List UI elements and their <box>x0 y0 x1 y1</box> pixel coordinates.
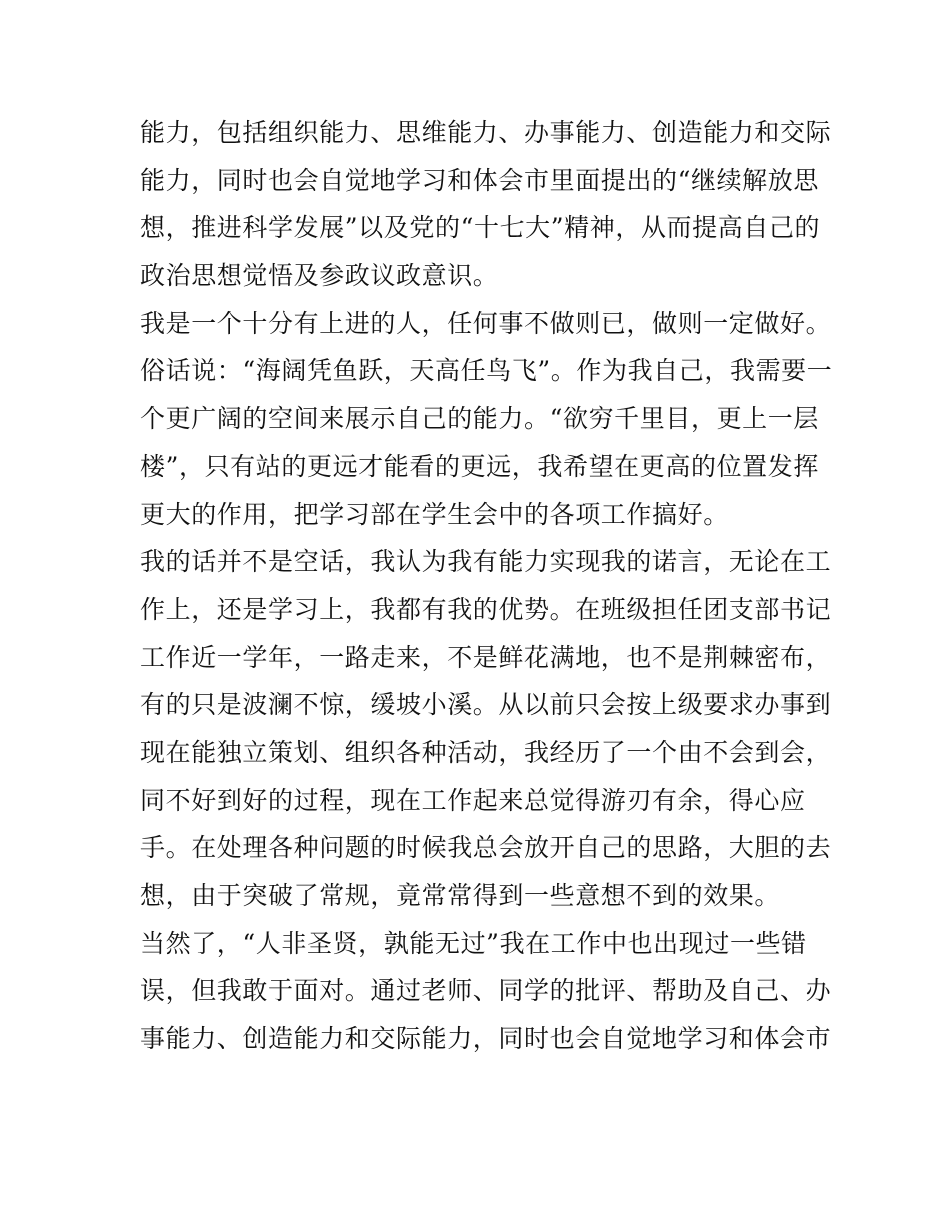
text-line: 当然了，“人非圣贤，孰能无过”我在工作中也出现过一些错 <box>140 928 807 958</box>
text-line: 我是一个十分有上进的人，任何事不做则已，做则一定做好。 <box>140 308 832 338</box>
text-line: 我的话并不是空话，我认为我有能力实现我的诺言，无论在工 <box>140 547 832 577</box>
text-line: 同不好到好的过程，现在工作起来总觉得游刃有余，得心应 <box>140 785 806 815</box>
text-line: 有的只是波澜不惊，缓坡小溪。从以前只会按上级要求办事到 <box>140 690 832 720</box>
body-text <box>140 109 833 1063</box>
text-line: 能力，包括组织能力、思维能力、办事能力、创造能力和交际 <box>140 118 832 147</box>
text-line: 能力，同时也会自觉地学习和体会市里面提出的“继续解放思 <box>140 165 819 195</box>
text-line: 更大的作用，把学习部在学生会中的各项工作搞好。 <box>140 499 729 529</box>
text-line: 作上，还是学习上，我都有我的优势。在班级担任团支部书记 <box>140 594 832 624</box>
text-line: 工作近一学年，一路走来，不是鲜花满地，也不是荆棘密布， <box>140 642 832 672</box>
text-line: 想，由于突破了常规，竟常常得到一些意想不到的效果。 <box>140 881 781 910</box>
text-line: 俗话说：“海阔凭鱼跃，天高任鸟飞”。作为我自己，我需要一 <box>140 356 833 386</box>
text-line: 手。在处理各种问题的时候我总会放开自己的思路，大胆的去 <box>140 833 832 863</box>
text-line: 事能力、创造能力和交际能力，同时也会自觉地学习和体会市 <box>140 1024 832 1054</box>
text-line: 现在能独立策划、组织各种活动，我经历了一个由不会到会， <box>140 737 832 767</box>
text-line: 误，但我敢于面对。通过老师、同学的批评、帮助及自己、办 <box>140 976 832 1006</box>
text-line: 个更广阔的空间来展示自己的能力。“欲穷千里目，更上一层 <box>140 404 819 434</box>
text-line: 政治思想觉悟及参政议政意识。 <box>140 261 499 291</box>
text-line: 想，推进科学发展”以及党的“十七大”精神，从而提高自己的 <box>140 213 821 243</box>
text-line: 楼”，只有站的更远才能看的更远，我希望在更高的位置发挥 <box>140 451 819 481</box>
